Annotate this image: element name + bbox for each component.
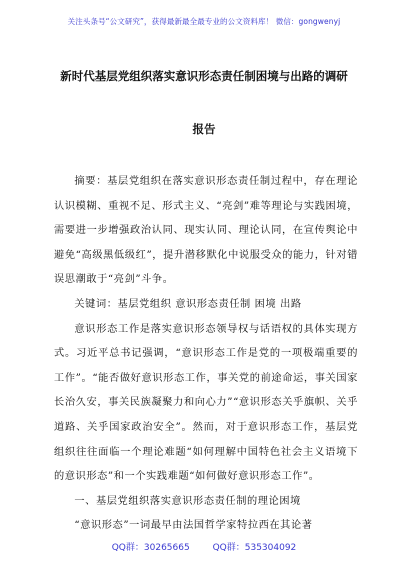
document-body [54, 170, 358, 539]
footer-qq-group-1[interactable]: QQ群：30265665 [111, 543, 190, 553]
section-heading: 一、基层党组织落实意识形态责任制的理论困境 [74, 495, 301, 507]
keywords-paragraph: 关键词：基层党组织 意识形态责任制 困境 出路 [74, 298, 302, 310]
document-title: 新时代基层党组织落实意识形态责任制困境与出路的调研 [60, 69, 348, 83]
header-banner[interactable]: 关注头条号“公文研究”，获得最新最全最专业的公文资料库！ 微信：gongwenyj [67, 17, 341, 26]
abstract-paragraph: 摘要：基层党组织在落实意识形态责任制过程中，存在理论认识模糊、重视不足、形式主义、“亮剑”难等理论与实践困境，需要进一步增强政治认同、现实认同、理论认同，在宣传舆论中避免“高级黑低级红”，提升潜移默化中说服受众的能力，针对错误思潮敢于“亮剑”斗争。 [54, 176, 358, 286]
body-paragraph: “意识形态”一词最早由法国哲学家特拉西在其论著 [74, 520, 313, 532]
document-subtitle: 报告 [192, 122, 216, 136]
footer-qq-group-2[interactable]: QQ群：535304092 [212, 543, 297, 553]
footer [0, 540, 408, 553]
intro-paragraph: 意识形态工作是落实意识形态领导权与话语权的具体实现方式。习近平总书记强调，“意识形态工作是党的一项极端重要的工作”。“能否做好意识形态工作，事关党的前途命运，事关国家长治久安，事关民族凝聚力和向心力”“意识形态关乎旗帜、关乎道路、关乎国家政治安全”。然而，对于意识形态工作，基层党组织往往面临一个理论难题“如何理解中国特色社会主义语境下的意识形态”和一个实践难题“如何做好意识形态工作”。 [54, 323, 358, 483]
